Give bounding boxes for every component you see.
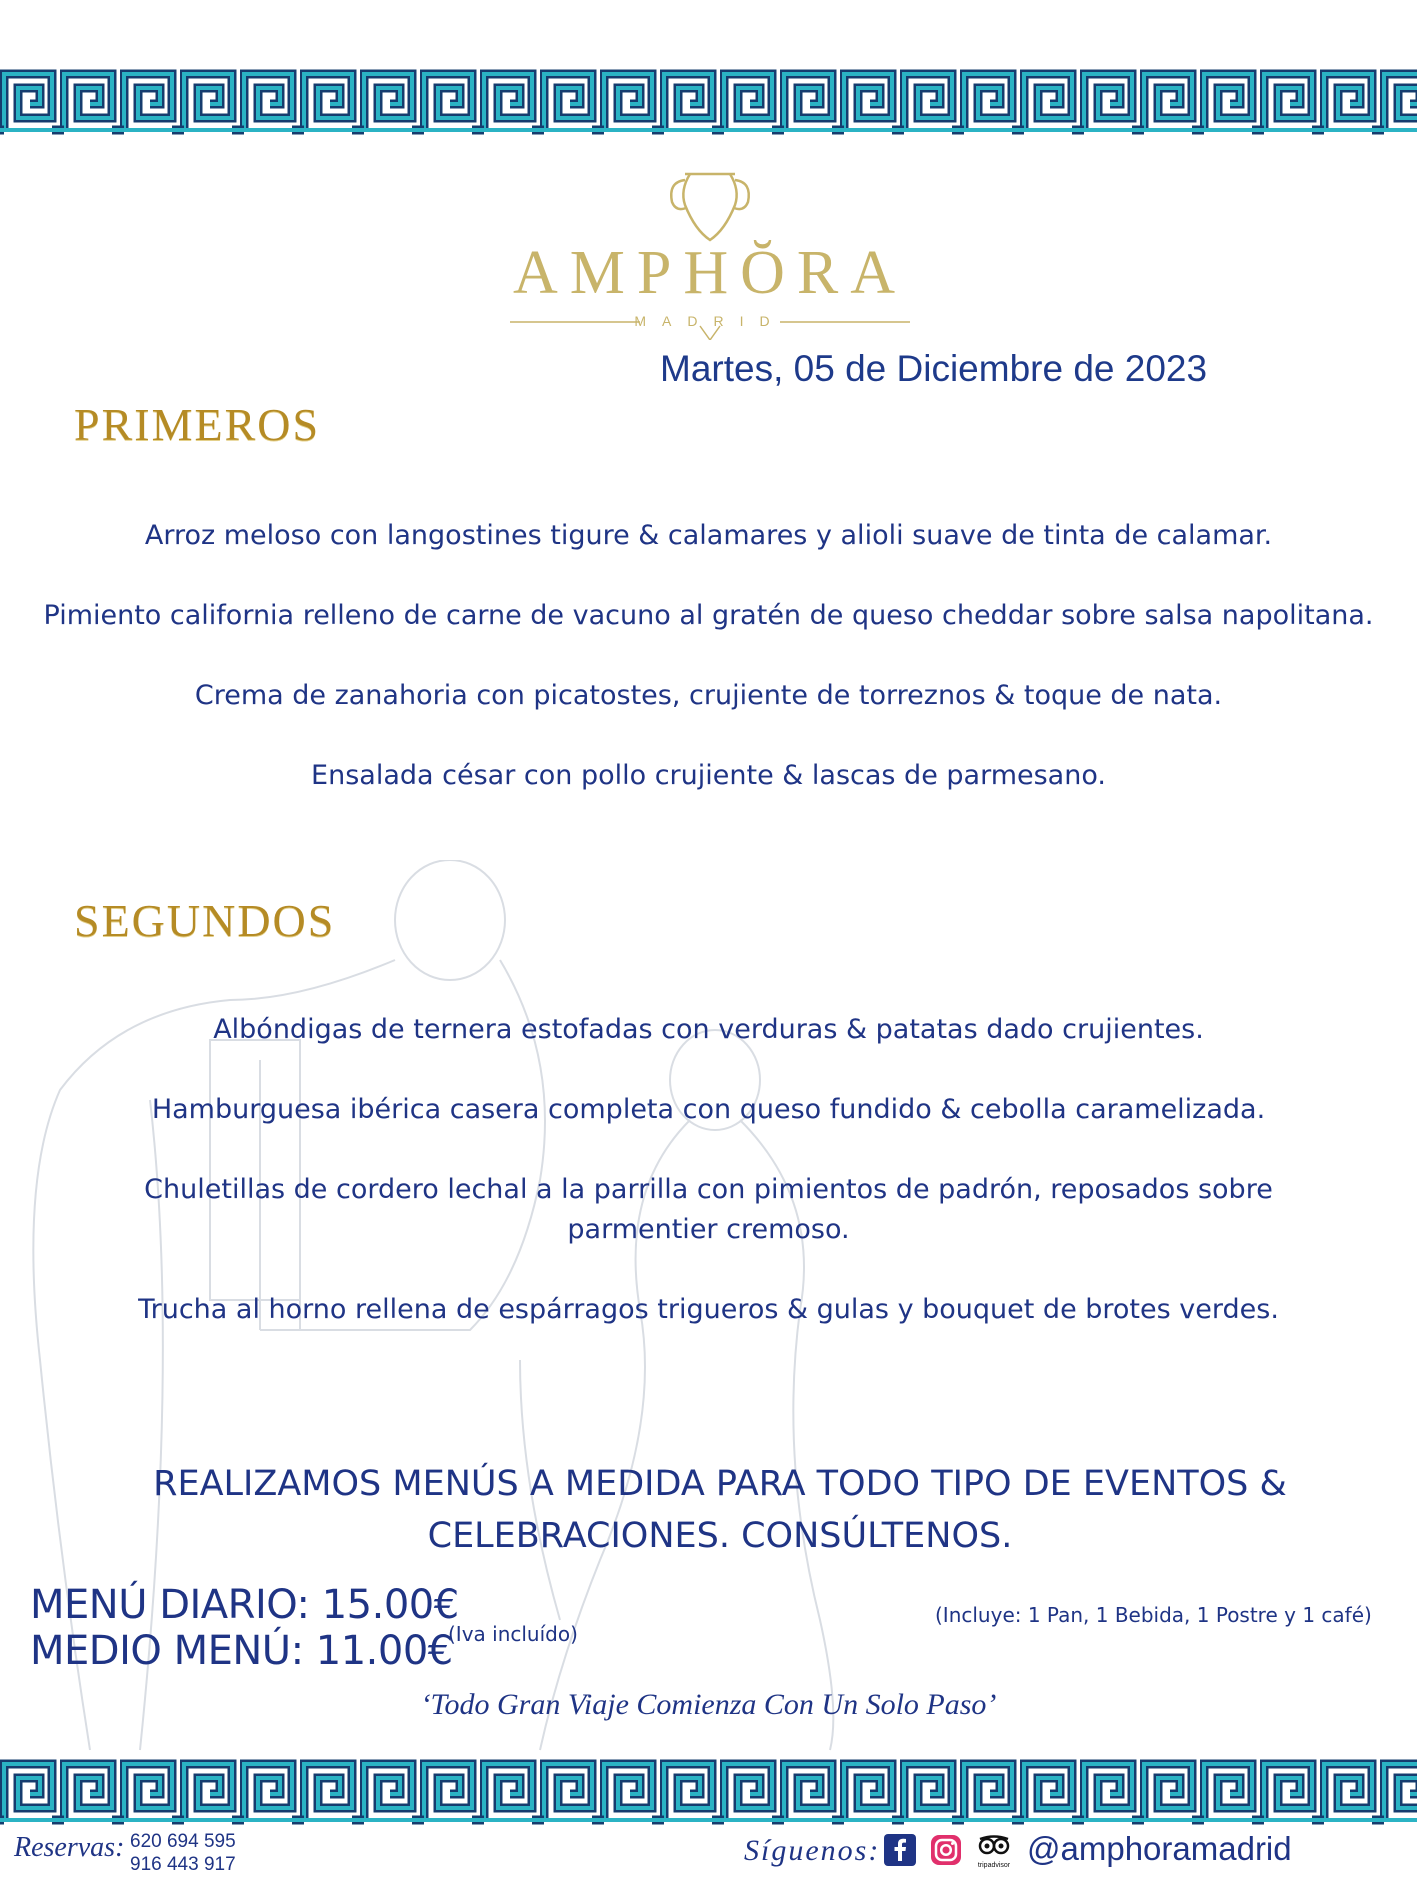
social-handle[interactable]: @amphoramadrid: [1027, 1830, 1292, 1867]
reservas-label: Reservas:: [14, 1832, 125, 1863]
segundos-dish: Albóndigas de ternera estofadas con verduras & patatas dado crujientes.: [213, 1014, 1204, 1045]
greek-key-border-top: [0, 66, 1417, 138]
follow-label: Síguenos:: [744, 1834, 881, 1867]
primeros-list: [0, 516, 1417, 836]
phone-number[interactable]: 916 443 917: [130, 1854, 236, 1875]
primeros-heading: PRIMEROS: [74, 399, 321, 450]
tripadvisor-icon[interactable]: [974, 1830, 1014, 1870]
segundos-dish: Hamburguesa ibérica casera completa con queso fundido & cebolla caramelizada.: [151, 1094, 1266, 1125]
segundos-list: [0, 1010, 1417, 1370]
greek-key-border-bottom: [0, 1756, 1417, 1828]
primeros-dish: Crema de zanahoria con picatostes, crujiente de torreznos & toque de nata.: [194, 680, 1223, 711]
menu-diario-price: MENÚ DIARIO: 15.00€: [30, 1582, 459, 1628]
events-notice: REALIZAMOS MENÚS A MEDIDA PARA TODO TIPO DE EVENTOS & CELEBRACIONES. CONSÚLTENOS.: [153, 1464, 1287, 1556]
primeros-dish: Pimiento california relleno de carne de vacuno al gratén de queso cheddar sobre salsa napolitana.: [43, 600, 1374, 631]
segundos-heading: SEGUNDOS: [74, 895, 336, 946]
reservation-phones: [130, 1830, 236, 1876]
phone-number[interactable]: 620 694 595: [130, 1831, 236, 1852]
segundos-dish: Chuletillas de cordero lechal a la parrilla con pimientos de padrón, reposados sobre parmentier cremoso.: [144, 1174, 1273, 1245]
brand-name: AMPHŎRA: [512, 239, 908, 307]
facebook-icon[interactable]: [884, 1834, 916, 1866]
brand-city: MADRID: [634, 313, 786, 329]
primeros-dish: Arroz meloso con langostines tigure & calamares y alioli suave de tinta de calamar.: [144, 520, 1273, 551]
iva-note: (Iva incluído): [448, 1622, 578, 1646]
instagram-icon[interactable]: [930, 1834, 962, 1866]
segundos-dish: Trucha al horno rellena de espárragos trigueros & gulas y bouquet de brotes verdes.: [138, 1294, 1279, 1325]
amphora-logo: [500, 160, 920, 340]
medio-menu-price: MEDIO MENÚ: 11.00€: [30, 1628, 453, 1674]
quote: ‘Todo Gran Viaje Comienza Con Un Solo Paso’: [420, 1688, 997, 1721]
menu-date: Martes, 05 de Diciembre de 2023: [660, 348, 1208, 389]
primeros-dish: Ensalada césar con pollo crujiente & lascas de parmesano.: [311, 760, 1106, 791]
includes-note: (Incluye: 1 Pan, 1 Bebida, 1 Postre y 1 café): [935, 1603, 1372, 1627]
tripadvisor-label: tripadvisor: [977, 1862, 1011, 1869]
